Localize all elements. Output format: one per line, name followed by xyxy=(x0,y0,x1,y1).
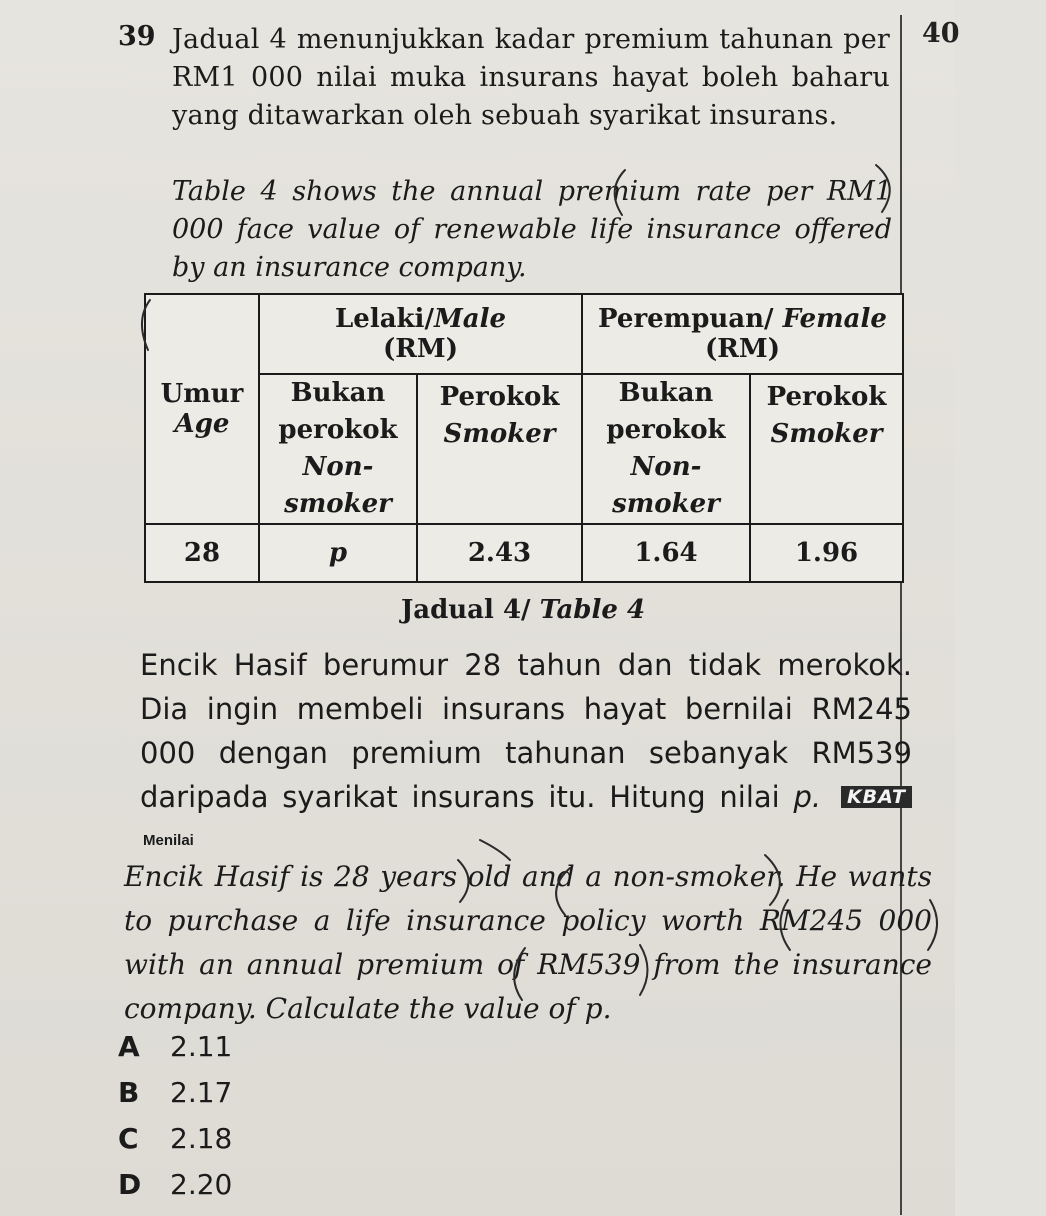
option-a-letter: A xyxy=(118,1030,140,1063)
male-nonsmoker-header xyxy=(259,374,417,524)
option-b-letter: B xyxy=(118,1076,140,1109)
male-header xyxy=(259,294,582,374)
option-b[interactable] xyxy=(118,1076,232,1122)
row-female-nonsmoker: 1.64 xyxy=(582,524,750,582)
male-nonsmoker-en-2: smoker xyxy=(284,489,392,519)
intro-english: Table 4 shows the annual premium rate per RM1 000 face value of renewable life insurance offered by an insurance company. xyxy=(172,176,892,283)
male-currency: (RM) xyxy=(383,334,458,364)
row-male-smoker: 2.43 xyxy=(417,524,582,582)
body-ms-variable: p. xyxy=(793,780,822,814)
option-c-value: 2.18 xyxy=(170,1122,233,1155)
female-header-en: Female xyxy=(782,304,887,334)
age-header-en: Age xyxy=(174,409,230,439)
male-smoker-header xyxy=(417,374,582,524)
female-smoker-en: Smoker xyxy=(770,419,883,449)
female-currency: (RM) xyxy=(705,334,780,364)
row-age: 28 xyxy=(145,524,259,582)
male-nonsmoker-ms-1: Bukan xyxy=(290,378,386,408)
answer-options xyxy=(118,1030,232,1214)
female-header xyxy=(582,294,903,374)
male-smoker-ms: Perokok xyxy=(439,382,560,412)
option-d[interactable] xyxy=(118,1168,232,1214)
question-number: 39 xyxy=(118,21,156,52)
female-nonsmoker-header xyxy=(582,374,750,524)
male-header-ms: Lelaki/ xyxy=(335,304,434,334)
table-caption xyxy=(0,595,1046,625)
table-row xyxy=(145,524,903,582)
female-nonsmoker-ms-2: perokok xyxy=(606,415,726,445)
male-smoker-en: Smoker xyxy=(443,419,556,449)
age-header xyxy=(145,294,259,524)
option-a-value: 2.11 xyxy=(170,1030,233,1063)
male-nonsmoker-ms-2: perokok xyxy=(278,415,398,445)
caption-en: Table 4 xyxy=(539,595,646,625)
row-female-smoker: 1.96 xyxy=(750,524,903,582)
female-header-ms: Perempuan/ xyxy=(598,304,774,334)
male-header-en: Male xyxy=(433,304,506,334)
intro-malay: Jadual 4 menunjukkan kadar premium tahunan per RM1 000 nilai muka insurans hayat boleh baharu yang ditawarkan oleh sebuah syarikat insurans. xyxy=(172,24,890,131)
kbat-badge: KBAT xyxy=(841,786,912,808)
age-header-ms: Umur xyxy=(160,379,244,409)
option-c[interactable] xyxy=(118,1122,232,1168)
option-d-letter: D xyxy=(118,1168,142,1201)
next-question-number: 40 xyxy=(922,18,960,49)
option-d-value: 2.20 xyxy=(170,1168,233,1201)
question-body-english: Encik Hasif is 28 years old and a non-smoker. He wants to purchase a life insurance policy worth RM245 000 with an annual premium of RM539 from the insurance company. Calculate the value of p. xyxy=(124,860,932,1025)
option-c-letter: C xyxy=(118,1122,139,1155)
row-male-nonsmoker: p xyxy=(259,524,417,582)
body-ms-text: Encik Hasif berumur 28 tahun dan tidak merokok. Dia ingin membeli insurans hayat bernilai RM245 000 dengan premium tahunan sebanyak RM539 daripada syarikat insurans itu. Hitung nilai xyxy=(140,648,912,814)
male-nonsmoker-en-1: Non- xyxy=(302,452,374,482)
caption-ms: Jadual 4/ xyxy=(400,595,531,625)
option-b-value: 2.17 xyxy=(170,1076,233,1109)
kbat-level: Menilai xyxy=(143,832,194,849)
option-a[interactable] xyxy=(118,1030,232,1076)
female-nonsmoker-en-2: smoker xyxy=(612,489,720,519)
female-nonsmoker-ms-1: Bukan xyxy=(618,378,714,408)
question-body-malay xyxy=(140,643,912,863)
premium-rate-table xyxy=(144,293,904,583)
female-smoker-header xyxy=(750,374,903,524)
female-smoker-ms: Perokok xyxy=(766,382,887,412)
female-nonsmoker-en-1: Non- xyxy=(630,452,702,482)
